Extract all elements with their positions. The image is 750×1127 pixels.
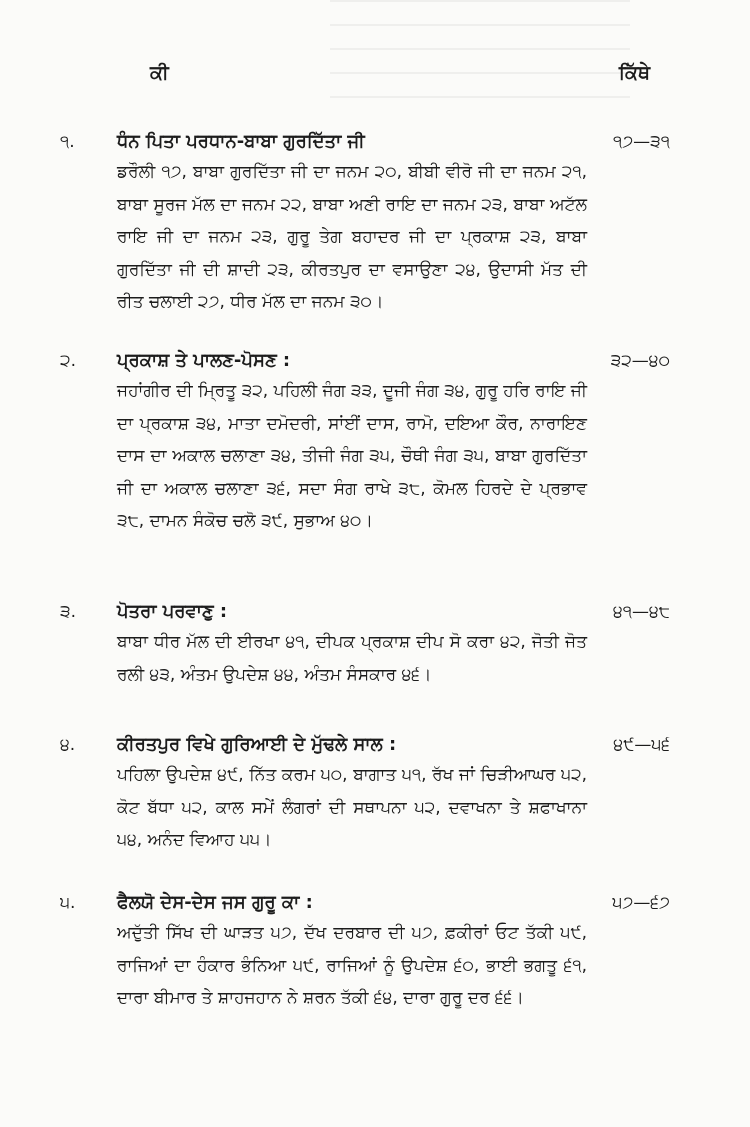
page-range: ੩੨—੪੦ [610,351,670,371]
chapter-topics: ਜਹਾਂਗੀਰ ਦੀ ਮ੍ਰਿਤੂ ੩੨, ਪਹਿਲੀ ਜੰਗ ੩੩, ਦੂਜੀ ਜੰਗ ੩੪, ਗੁਰੂ ਹਰਿ ਰਾਇ ਜੀ ਦਾ ਪ੍ਰਕਾਸ਼ ੩੪, ਮਾਤਾ ਦਮੋਦਰੀ, ਸਾਂਈਂ ਦਾਸ, ਰਾਮੋ, ਦਇਆ ਕੌਰ, ਨਾਰਾਇਣ ਦਾਸ ਦਾ ਅਕਾਲ ਚਲਾਣਾ ੩੪, ਤੀਜੀ ਜੰਗ ੩੫, ਚੌਥੀ ਜੰਗ ੩੫, ਬਾਬਾ ਗੁਰਦਿੱਤਾ ਜੀ ਦਾ ਅਕਾਲ ਚਲਾਣਾ ੩੬, ਸਦਾ ਸੰਗ ਰਾਖੇ ੩੮, ਕੋਮਲ ਹਿਰਦੇ ਦੇ ਪ੍ਰਭਾਵ ੩੮, ਦਾਮਨ ਸੰਕੋਚ ਚਲੋ ੩੯, ਸੁਭਾਅ ੪੦। [117,381,587,531]
chapter-title: ਕੀਰਤਪੁਰ ਵਿਖੇ ਗੁਰਿਆਈ ਦੇ ਮੁੱਢਲੇ ਸਾਲ : [117,734,397,755]
chapter-title: ਪ੍ਰਕਾਸ਼ ਤੇ ਪਾਲਣ-ਪੋਸਣ : [117,350,291,371]
chapter-title: ਧੰਨ ਪਿਤਾ ਪਰਧਾਨ-ਬਾਬਾ ਗੁਰਦਿੱਤਾ ਜੀ [117,131,365,152]
toc-entry [60,347,670,538]
page-range: ੪੧—੪੮ [612,602,670,622]
toc-entry [60,731,670,857]
chapter-title: ਫੈਲਯੋ ਦੇਸ-ਦੇਸ ਜਸ ਗੁਰੂ ਕਾ : [117,892,313,913]
chapter-topics: ਪਹਿਲਾ ਉਪਦੇਸ਼ ੪੯, ਨਿੱਤ ਕਰਮ ੫੦, ਬਾਗਾਤ ੫੧, ਰੱਖ ਜਾਂ ਚਿੜੀਆਘਰ ੫੨, ਕੋਟ ਬੱਧਾ ੫੨, ਕਾਲ ਸਮੇਂ ਲੰਗਰਾਂ ਦੀ ਸਥਾਪਨਾ ੫੨, ਦਵਾਖਨਾ ਤੇ ਸ਼ਫਾਖਾਨਾ ੫੪, ਅਨੰਦ ਵਿਆਹ ੫੫। [117,765,587,850]
column-label-where: ਕਿੱਥੇ [618,62,650,84]
toc-entry [60,889,670,1015]
entry-number: ੧. [60,132,75,152]
toc-entry [60,128,670,319]
chapter-topics: ਡਰੌਲੀ ੧੭, ਬਾਬਾ ਗੁਰਦਿੱਤਾ ਜੀ ਦਾ ਜਨਮ ੨੦, ਬੀਬੀ ਵੀਰੋ ਜੀ ਦਾ ਜਨਮ ੨੧, ਬਾਬਾ ਸੂਰਜ ਮੱਲ ਦਾ ਜਨਮ ੨੨, ਬਾਬਾ ਅਣੀ ਰਾਇ ਦਾ ਜਨਮ ੨੩, ਬਾਬਾ ਅਟੱਲ ਰਾਇ ਜੀ ਦਾ ਜਨਮ ੨੩, ਗੁਰੂ ਤੇਗ ਬਹਾਦਰ ਜੀ ਦਾ ਪ੍ਰਕਾਸ਼ ੨੩, ਬਾਬਾ ਗੁਰਦਿੱਤਾ ਜੀ ਦੀ ਸ਼ਾਦੀ ੨੩, ਕੀਰਤਪੁਰ ਦਾ ਵਸਾਉਣਾ ੨੪, ਉਦਾਸੀ ਮੱਤ ਦੀ ਰੀਤ ਚਲਾਈ ੨੭, ਧੀਰ ਮੱਲ ਦਾ ਜਨਮ ੩੦। [117,162,587,312]
page-range: ੪੯—੫੬ [613,735,670,755]
entry-number: ੨. [60,351,76,371]
chapter-title: ਪੋਤਰਾ ਪਰਵਾਣੁ : [117,601,228,622]
chapter-topics: ਬਾਬਾ ਧੀਰ ਮੱਲ ਦੀ ਈਰਖਾ ੪੧, ਦੀਪਕ ਪ੍ਰਕਾਸ਼ ਦੀਪ ਸੋ ਕਰਾ ੪੨, ਜੋਤੀ ਜੋਤ ਰਲੀ ੪੩, ਅੰਤਮ ਉਪਦੇਸ਼ ੪੪, ਅੰਤਮ ਸੰਸਕਾਰ ੪੬। [117,632,587,685]
page-range: ੫੭—੬੭ [612,893,670,913]
entry-number: ੪. [60,735,76,755]
column-label-what: ਕੀ [150,62,169,84]
toc-header [150,62,650,84]
show-through-text [330,0,630,120]
page-range: ੧੭—੩੧ [612,132,670,152]
entry-number: ੫. [60,893,76,913]
entry-number: ੩. [60,602,76,622]
toc-entry [60,598,670,691]
chapter-topics: ਅਦੁੱਤੀ ਸਿੱਖ ਦੀ ਘਾੜਤ ੫੭, ਦੱਖ ਦਰਬਾਰ ਦੀ ੫੭, ਫ਼ਕੀਰਾਂ ਓਟ ਤੱਕੀ ੫੯, ਰਾਜਿਆਂ ਦਾ ਹੰਕਾਰ ਭੰਨਿਆ ੫੯, ਰਾਜਿਆਂ ਨੂੰ ਉਪਦੇਸ਼ ੬੦, ਭਾਈ ਭਗਤੂ ੬੧, ਦਾਰਾ ਬੀਮਾਰ ਤੇ ਸ਼ਾਹਜਹਾਨ ਨੇ ਸ਼ਰਨ ਤੱਕੀ ੬੪, ਦਾਰਾ ਗੁਰੂ ਦਰ ੬੬। [117,923,587,1008]
